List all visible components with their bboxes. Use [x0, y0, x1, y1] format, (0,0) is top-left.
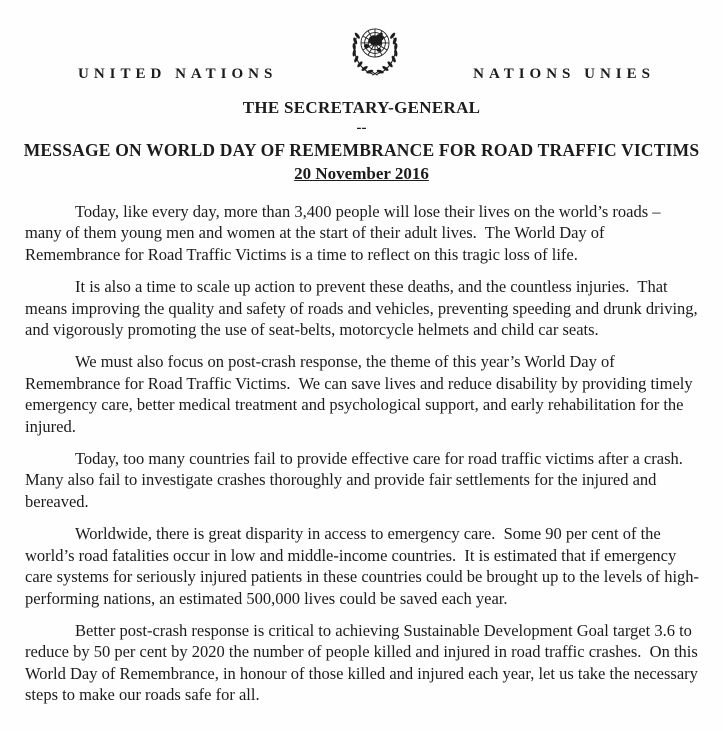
paragraph: Today, like every day, more than 3,400 people will lose their lives on the world’s roads – many of them young men and women at the start of their adult lives. The World Day of Remembrance for Road Traffic Victims is a time to reflect on this tragic loss of life. — [25, 202, 665, 264]
header-left-label: UNITED NATIONS — [78, 66, 278, 82]
paragraph: Worldwide, there is great disparity in access to emergency care. Some 90 per cent of the world’s road fatalities occur in low and middle-income countries. It is estimated that if emergency care systems for seriously injured patients in these countries could be brought up to the levels of high-performing nations, an estimated 500,000 lives could be saved each year. — [25, 524, 700, 608]
header-right-label: NATIONS UNIES — [473, 66, 655, 82]
title-block — [0, 98, 723, 184]
document-body — [0, 184, 723, 706]
title-secretary-general: THE SECRETARY-GENERAL — [242, 98, 481, 117]
paragraph: We must also focus on post-crash response, the theme of this year’s World Day of Remembrance for Road Traffic Victims. We can save lives and reduce disability by providing timely emergency care, better medical treatment and psychological support, and early rehabilitation for the injured. — [25, 352, 697, 436]
paragraph: It is also a time to scale up action to prevent these deaths, and the countless injuries. That means improving the quality and safety of roads and vehicles, preventing speeding and drunk driving, and vigorously promoting the use of seat-belts, motorcycle helmets and child car seats. — [25, 277, 702, 340]
paragraph: Today, too many countries fail to provide effective care for road traffic victims after a crash. Many also fail to investigate crashes thoroughly and provide fair settlements for the injured and bereaved. — [25, 449, 692, 511]
title-separator: -- — [356, 120, 367, 136]
document-header — [0, 0, 723, 86]
title-message: MESSAGE ON WORLD DAY OF REMEMBRANCE FOR ROAD TRAFFIC VICTIMS — [23, 140, 700, 160]
title-date: 20 November 2016 — [294, 164, 429, 183]
un-emblem-icon — [349, 19, 401, 86]
paragraph: Better post-crash response is critical to achieving Sustainable Development Goal target 3.6 to reduce by 50 per cent by 2020 the number of people killed and injured in road traffic crashes. On this World Day of Remembrance, in honour of those killed and injured each year, let us take the necessary steps to make our roads safe for all. — [25, 620, 703, 705]
